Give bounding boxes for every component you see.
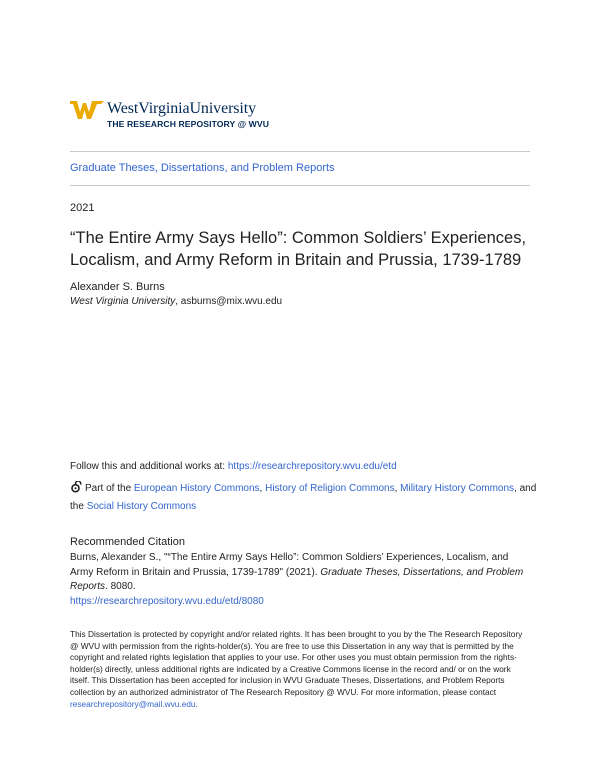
commons-link-european-history[interactable]: European History Commons xyxy=(133,483,260,494)
citation-url-link[interactable]: https://researchrepository.wvu.edu/etd/8080 xyxy=(70,595,264,607)
commons-separator: , xyxy=(259,483,266,494)
flying-wv-icon xyxy=(70,99,104,121)
commons-separator: , xyxy=(394,483,401,494)
author-affiliation: West Virginia University, asburns@mix.wvu.edu xyxy=(70,296,283,307)
copyright-notice xyxy=(70,629,532,710)
part-of-commons xyxy=(70,480,540,516)
citation-text xyxy=(70,551,530,609)
series-divider xyxy=(70,185,530,186)
citation-body: Burns, Alexander S., "“The Entire Army Says Hello”: Common Soldiers’ Experiences, Localism, and Army Reform in Britain and Prussia, 1739-1789" (2021). xyxy=(70,552,509,578)
notice-end: . xyxy=(195,698,198,709)
top-divider xyxy=(70,151,530,152)
contact-email-link[interactable]: researchrepository@mail.wvu.edu xyxy=(70,698,196,709)
notice-text: This Dissertation is protected by copyright and/or related rights. It has been brought to you by the The Research Repository @ WVU with permission from the rights-holder(s). You are free to use this Dissertation in any way that is permitted by the copyright and related rights legislation that applies to your use. For other uses you must obtain permission from the rights-holder(s) directly, unless additional rights are indicated by a Creative Commons license in the record and/ or on the work itself. This Dissertation has been accepted for inclusion in WVU Graduate Theses, Dissertations, and Problem Reports collection by an authorized administrator of The Research Repository @ WVU. For more information, please contact xyxy=(70,629,523,697)
collection-link[interactable]: https://researchrepository.wvu.edu/etd xyxy=(227,461,397,472)
citation-heading: Recommended Citation xyxy=(70,536,185,548)
series-link[interactable]: Graduate Theses, Dissertations, and Problem Reports xyxy=(70,162,335,174)
document-title: “The Entire Army Says Hello”: Common Soldiers’ Experiences, Localism, and Army Reform in Britain and Prussia, 1739-1789 xyxy=(70,229,527,269)
affiliation-name: West Virginia University xyxy=(70,296,176,307)
commons-and: , and xyxy=(514,483,537,494)
follow-line xyxy=(70,461,397,472)
commons-link-history-of-religion[interactable]: History of Religion Commons xyxy=(265,483,395,494)
wvu-logo xyxy=(70,99,330,131)
follow-label: Follow this and additional works at: xyxy=(70,461,228,472)
citation-number: . 8080. xyxy=(105,581,136,592)
logo-tagline: THE RESEARCH REPOSITORY @ WVU xyxy=(107,119,270,129)
commons-link-military-history[interactable]: Military History Commons xyxy=(400,483,515,494)
author-email: asburns@mix.wvu.edu xyxy=(180,296,283,307)
commons-the: the xyxy=(70,501,87,512)
citation-series: Graduate Theses, Dissertations, and Problem Reports xyxy=(70,566,524,592)
author-name: Alexander S. Burns xyxy=(70,281,165,293)
logo-university-name: WestVirginiaUniversity xyxy=(107,100,257,117)
publication-year: 2021 xyxy=(70,202,95,214)
open-access-icon xyxy=(70,481,82,493)
commons-link-social-history[interactable]: Social History Commons xyxy=(86,501,197,512)
part-of-prefix: Part of the xyxy=(85,483,134,494)
